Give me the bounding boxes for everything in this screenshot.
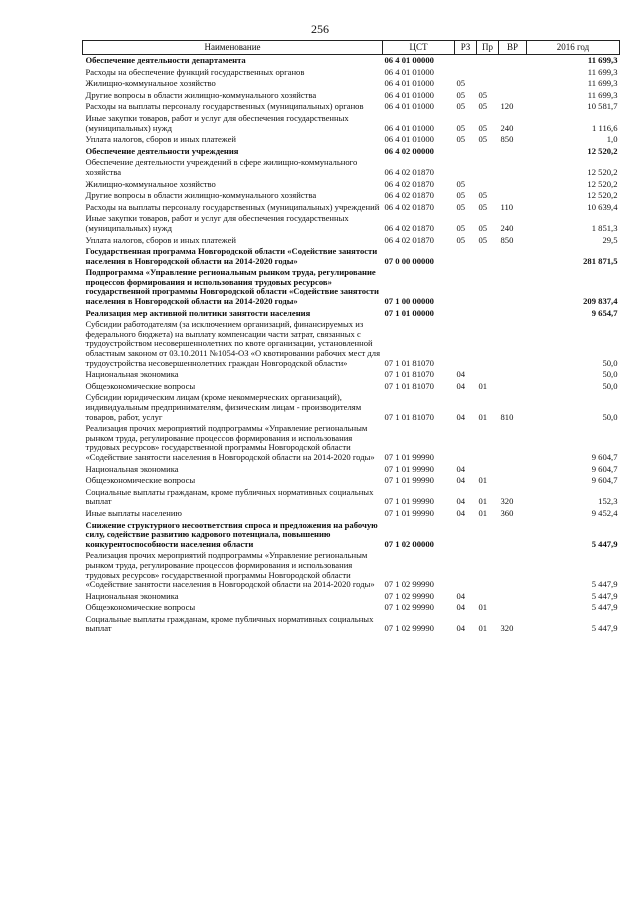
cell-vr: 120 <box>500 101 514 112</box>
cell-pr: 05 <box>478 134 488 145</box>
cell-cst: 06 4 01 01000 <box>384 78 434 89</box>
cell-cst: 07 1 01 81070 <box>384 380 434 391</box>
table-row <box>83 190 620 202</box>
table-body <box>83 55 620 636</box>
cell-sum: 50,0 <box>602 411 618 422</box>
cell-vr <box>499 78 527 90</box>
cell-sum: 50,0 <box>602 380 618 391</box>
table-row <box>83 113 620 134</box>
page-number: 256 <box>311 22 329 36</box>
cell-rz: 04 <box>456 411 466 422</box>
cell-pr <box>477 550 499 590</box>
cell-vr <box>499 423 527 463</box>
cell-name: Обеспечение деятельности департамента <box>85 55 246 65</box>
cell-cst: 07 1 01 99990 <box>384 451 434 462</box>
cell-name: Обеспечение деятельности учреждения <box>85 145 239 156</box>
cell-pr <box>477 591 499 603</box>
cell-vr: 240 <box>500 222 514 233</box>
cell-sum: 1 116,6 <box>592 122 618 133</box>
table-row <box>83 101 620 113</box>
cell-pr: 01 <box>478 623 488 634</box>
table-row <box>83 146 620 158</box>
cell-rz: 04 <box>456 602 466 613</box>
cell-rz <box>455 55 477 67</box>
table-row <box>83 464 620 476</box>
cell-name: Снижение структурного несоответствия спроса и предложения на рабочую силу, содействие развитию кадрового потенциала, повышению конкурентоспособности населения области <box>85 519 378 549</box>
cell-name: Подпрограмма «Управление региональным рынком труда, регулирование процессов формирования и использования трудовых ресурсов» государственной программы Новгородской области «Содействие занятости населения в Новгородской области на 2014-2020 годы» <box>85 267 379 307</box>
cell-vr: 850 <box>500 134 514 145</box>
cell-name: Социальные выплаты гражданам, кроме публичных нормативных социальных выплат <box>85 613 374 634</box>
cell-rz: 04 <box>456 590 466 601</box>
cell-vr: 810 <box>500 411 514 422</box>
cell-vr <box>499 381 527 393</box>
cell-pr: 05 <box>478 101 488 112</box>
cell-rz: 05 <box>456 201 466 212</box>
cell-name: Уплата налогов, сборов и иных платежей <box>85 134 237 145</box>
cell-pr: 01 <box>478 602 488 613</box>
cell-rz: 04 <box>456 507 466 518</box>
cell-vr <box>499 90 527 102</box>
cell-name: Иные закупки товаров, работ и услуг для обеспечения государственных (муниципальных) нужд <box>85 213 349 233</box>
table-row <box>83 487 620 508</box>
cell-sum: 281 871,5 <box>583 255 618 266</box>
cell-sum: 50,0 <box>602 357 618 368</box>
cell-sum: 11 699,3 <box>587 55 618 65</box>
table-row <box>83 55 620 67</box>
cell-pr: 01 <box>478 380 488 391</box>
cell-pr <box>477 146 499 158</box>
cell-rz <box>455 319 477 369</box>
cell-cst: 07 1 02 99990 <box>384 623 434 634</box>
cell-name: Другие вопросы в области жилищно-коммунального хозяйства <box>85 89 317 100</box>
cell-name: Социальные выплаты гражданам, кроме публичных нормативных социальных выплат <box>85 486 374 507</box>
table-row <box>83 67 620 79</box>
cell-sum: 5 447,9 <box>591 623 618 634</box>
cell-vr <box>499 146 527 158</box>
cell-name: Общеэкономические вопросы <box>85 602 196 613</box>
table-row <box>83 614 620 635</box>
cell-cst: 06 4 02 01870 <box>384 234 434 245</box>
cell-sum: 11 699,3 <box>587 89 618 100</box>
cell-rz <box>455 157 477 178</box>
cell-cst: 07 1 00 00000 <box>384 296 434 307</box>
cell-name: Государственная программа Новгородской области «Содействие занятости населения в Новгородской области на 2014-2020 годы» <box>85 246 378 266</box>
cell-name: Субсидии юридическим лицам (кроме некоммерческих организаций), индивидуальным предпринимателям, физическим лицам - производителям товаров, работ, услуг <box>85 392 362 422</box>
cell-cst: 06 4 02 01870 <box>384 190 434 201</box>
cell-vr <box>499 475 527 487</box>
cell-cst: 06 4 02 00000 <box>384 145 434 156</box>
table-row <box>83 602 620 614</box>
cell-name: Расходы на обеспечение функций государственных органов <box>85 66 305 77</box>
table-row <box>83 90 620 102</box>
cell-vr <box>499 319 527 369</box>
table-row <box>83 235 620 247</box>
cell-name: Расходы на выплаты персоналу государственных (муниципальных) учреждений <box>85 201 380 212</box>
cell-cst: 06 4 01 01000 <box>384 122 434 133</box>
table-row <box>83 423 620 463</box>
cell-cst: 06 4 02 01870 <box>384 222 434 233</box>
cell-rz <box>455 423 477 463</box>
cell-pr: 05 <box>478 222 488 233</box>
cell-name: Другие вопросы в области жилищно-коммунального хозяйства <box>85 190 317 201</box>
cell-sum: 12 520,2 <box>587 178 618 189</box>
cell-vr: 320 <box>500 623 514 634</box>
cell-pr <box>477 520 499 551</box>
cell-cst: 06 4 02 01870 <box>384 201 434 212</box>
cell-sum: 5 447,9 <box>591 590 618 601</box>
cell-cst: 06 4 01 00000 <box>384 55 434 65</box>
cell-name: Иные выплаты населению <box>85 507 182 518</box>
cell-cst: 06 4 01 01000 <box>384 101 434 112</box>
cell-cst: 07 1 01 81070 <box>384 357 434 368</box>
cell-cst: 07 1 02 99990 <box>384 590 434 601</box>
cell-pr: 01 <box>478 507 488 518</box>
cell-vr <box>499 190 527 202</box>
cell-vr <box>499 67 527 79</box>
table-row <box>83 392 620 423</box>
cell-sum: 10 581,7 <box>587 101 618 112</box>
table-row <box>83 213 620 234</box>
cell-pr <box>477 78 499 90</box>
cell-vr <box>499 520 527 551</box>
cell-name: Реализация мер активной политики занятости населения <box>85 307 311 318</box>
cell-rz <box>455 67 477 79</box>
table-row <box>83 520 620 551</box>
cell-sum: 10 639,4 <box>587 201 618 212</box>
cell-sum: 1 851,3 <box>591 222 618 233</box>
cell-vr <box>499 591 527 603</box>
cell-name: Национальная экономика <box>85 590 179 601</box>
table-row <box>83 319 620 369</box>
cell-cst: 06 4 01 01000 <box>384 89 434 100</box>
table-row <box>83 369 620 381</box>
cell-rz <box>455 146 477 158</box>
table-row <box>83 381 620 393</box>
cell-rz: 04 <box>456 475 466 486</box>
table-row <box>83 246 620 267</box>
cell-name: Национальная экономика <box>85 369 179 380</box>
table-row <box>83 78 620 90</box>
cell-name: Жилищно-коммунальное хозяйство <box>85 178 216 189</box>
cell-sum: 9 604,7 <box>591 451 618 462</box>
cell-rz: 05 <box>456 122 466 133</box>
cell-rz <box>455 520 477 551</box>
cell-rz: 05 <box>456 222 466 233</box>
cell-vr: 240 <box>500 122 514 133</box>
cell-cst: 06 4 01 01000 <box>384 134 434 145</box>
cell-vr: 320 <box>500 496 514 507</box>
cell-pr <box>477 319 499 369</box>
cell-sum: 1,0 <box>606 134 618 145</box>
cell-vr <box>499 246 527 267</box>
cell-vr <box>499 55 527 67</box>
cell-sum: 12 520,2 <box>587 145 618 156</box>
table-row <box>83 202 620 214</box>
cell-pr <box>477 246 499 267</box>
cell-cst: 07 1 01 99990 <box>384 463 434 474</box>
header-rz: РЗ <box>455 41 477 55</box>
cell-rz: 05 <box>456 190 466 201</box>
header-year: 2016 год <box>527 41 620 55</box>
cell-rz: 05 <box>456 101 466 112</box>
table-row <box>83 475 620 487</box>
cell-rz: 05 <box>456 234 466 245</box>
cell-pr <box>477 55 499 67</box>
header-name: Наименование <box>83 41 383 55</box>
table-row <box>83 550 620 590</box>
cell-cst: 07 1 01 99990 <box>384 496 434 507</box>
cell-sum: 209 837,4 <box>583 296 618 307</box>
cell-sum: 12 520,2 <box>587 166 618 177</box>
cell-pr <box>477 308 499 320</box>
cell-sum: 29,5 <box>602 234 618 245</box>
header-pr: Пр <box>477 41 499 55</box>
cell-cst: 07 1 01 00000 <box>384 307 434 318</box>
cell-rz: 05 <box>456 134 466 145</box>
cell-vr <box>499 179 527 191</box>
cell-sum: 9 654,7 <box>591 307 618 318</box>
table-row <box>83 267 620 307</box>
cell-cst: 06 4 02 01870 <box>384 178 434 189</box>
cell-name: Уплата налогов, сборов и иных платежей <box>85 234 237 245</box>
cell-vr: 110 <box>500 201 514 212</box>
cell-rz <box>455 267 477 307</box>
cell-rz <box>455 308 477 320</box>
cell-sum: 11 699,3 <box>587 78 618 89</box>
cell-pr <box>477 67 499 79</box>
cell-rz <box>455 550 477 590</box>
cell-pr: 05 <box>478 122 488 133</box>
cell-name: Иные закупки товаров, работ и услуг для обеспечения государственных (муниципальных) нужд <box>85 112 349 133</box>
cell-pr <box>477 157 499 178</box>
cell-cst: 07 1 01 99990 <box>384 507 434 518</box>
cell-cst: 07 1 01 99990 <box>384 475 434 486</box>
cell-sum: 9 452,4 <box>591 507 618 518</box>
cell-rz: 04 <box>456 380 466 391</box>
table-row <box>83 508 620 520</box>
cell-pr <box>477 267 499 307</box>
table-header-row <box>83 41 620 55</box>
header-cst: ЦСТ <box>383 41 455 55</box>
cell-vr <box>499 602 527 614</box>
cell-sum: 152,3 <box>598 496 618 507</box>
table-row <box>83 179 620 191</box>
cell-pr: 05 <box>478 190 488 201</box>
header-vr: ВР <box>499 41 527 55</box>
cell-pr: 01 <box>478 496 488 507</box>
table-row <box>83 591 620 603</box>
cell-pr <box>477 464 499 476</box>
cell-name: Реализация прочих мероприятий подпрограммы «Управление региональным рынком труда, регулирование процессов формирования и использования трудовых ресурсов» государственной программы Новгородской области «Содействие занятости населения в Новгородской области на 2014-2020 годы» <box>85 423 375 462</box>
cell-pr <box>477 423 499 463</box>
cell-sum: 5 447,9 <box>591 602 618 613</box>
cell-name: Национальная экономика <box>85 463 179 474</box>
cell-vr <box>499 267 527 307</box>
cell-vr <box>499 369 527 381</box>
cell-rz: 05 <box>456 78 466 89</box>
cell-name: Субсидии работодателям (за исключением организаций, финансируемых из федерального бюджета) на выплату компенсации части затрат, связанных с трудоустройством несовершеннолетних по квоте организации, установленной областным законом от 03.10.2011 №1054-ОЗ «О квотировании рабочих мест для трудоустройства несовершеннолетних граждан Новгородской области» <box>85 319 381 368</box>
cell-vr <box>499 464 527 476</box>
cell-sum: 9 604,7 <box>591 463 618 474</box>
cell-name: Общеэкономические вопросы <box>85 475 196 486</box>
cell-cst: 07 1 02 99990 <box>384 579 434 590</box>
cell-sum: 12 520,2 <box>587 190 618 201</box>
cell-rz: 05 <box>456 89 466 100</box>
cell-rz: 05 <box>456 178 466 189</box>
cell-pr: 01 <box>478 411 488 422</box>
cell-sum: 50,0 <box>602 369 618 380</box>
cell-sum: 9 604,7 <box>591 475 618 486</box>
cell-cst: 06 4 02 01870 <box>384 166 434 177</box>
cell-rz: 04 <box>456 463 466 474</box>
cell-rz: 04 <box>456 369 466 380</box>
cell-sum: 11 699,3 <box>587 66 618 77</box>
cell-vr <box>499 157 527 178</box>
cell-pr <box>477 369 499 381</box>
cell-pr: 01 <box>478 475 488 486</box>
cell-cst: 07 0 00 00000 <box>384 255 434 266</box>
cell-cst: 07 1 02 99990 <box>384 602 434 613</box>
table-row <box>83 134 620 146</box>
cell-vr <box>499 550 527 590</box>
cell-name: Общеэкономические вопросы <box>85 380 196 391</box>
cell-pr <box>477 179 499 191</box>
cell-sum: 5 447,9 <box>591 538 618 549</box>
cell-name: Реализация прочих мероприятий подпрограммы «Управление региональным рынком труда, регулирование процессов формирования и использования трудовых ресурсов» государственной программы Новгородской области «Содействие занятости населения в Новгородской области на 2014-2020 годы» <box>85 550 375 590</box>
cell-cst: 07 1 01 81070 <box>384 369 434 380</box>
cell-cst: 07 1 01 81070 <box>384 411 434 422</box>
cell-name: Жилищно-коммунальное хозяйство <box>85 78 216 89</box>
cell-pr: 05 <box>478 201 488 212</box>
cell-name: Обеспечение деятельности учреждений в сфере жилищно-коммунального хозяйства <box>85 157 358 177</box>
cell-pr: 05 <box>478 89 488 100</box>
cell-rz <box>455 246 477 267</box>
cell-vr: 360 <box>500 507 514 518</box>
budget-table <box>82 40 620 635</box>
table-row <box>83 157 620 178</box>
cell-name: Расходы на выплаты персоналу государственных (муниципальных) органов <box>85 101 364 112</box>
cell-sum: 5 447,9 <box>591 579 618 590</box>
cell-rz: 04 <box>456 496 466 507</box>
table-row <box>83 308 620 320</box>
cell-pr: 05 <box>478 234 488 245</box>
cell-rz: 04 <box>456 623 466 634</box>
cell-cst: 06 4 01 01000 <box>384 66 434 77</box>
cell-vr <box>499 308 527 320</box>
cell-cst: 07 1 02 00000 <box>384 538 434 549</box>
cell-vr: 850 <box>500 234 514 245</box>
